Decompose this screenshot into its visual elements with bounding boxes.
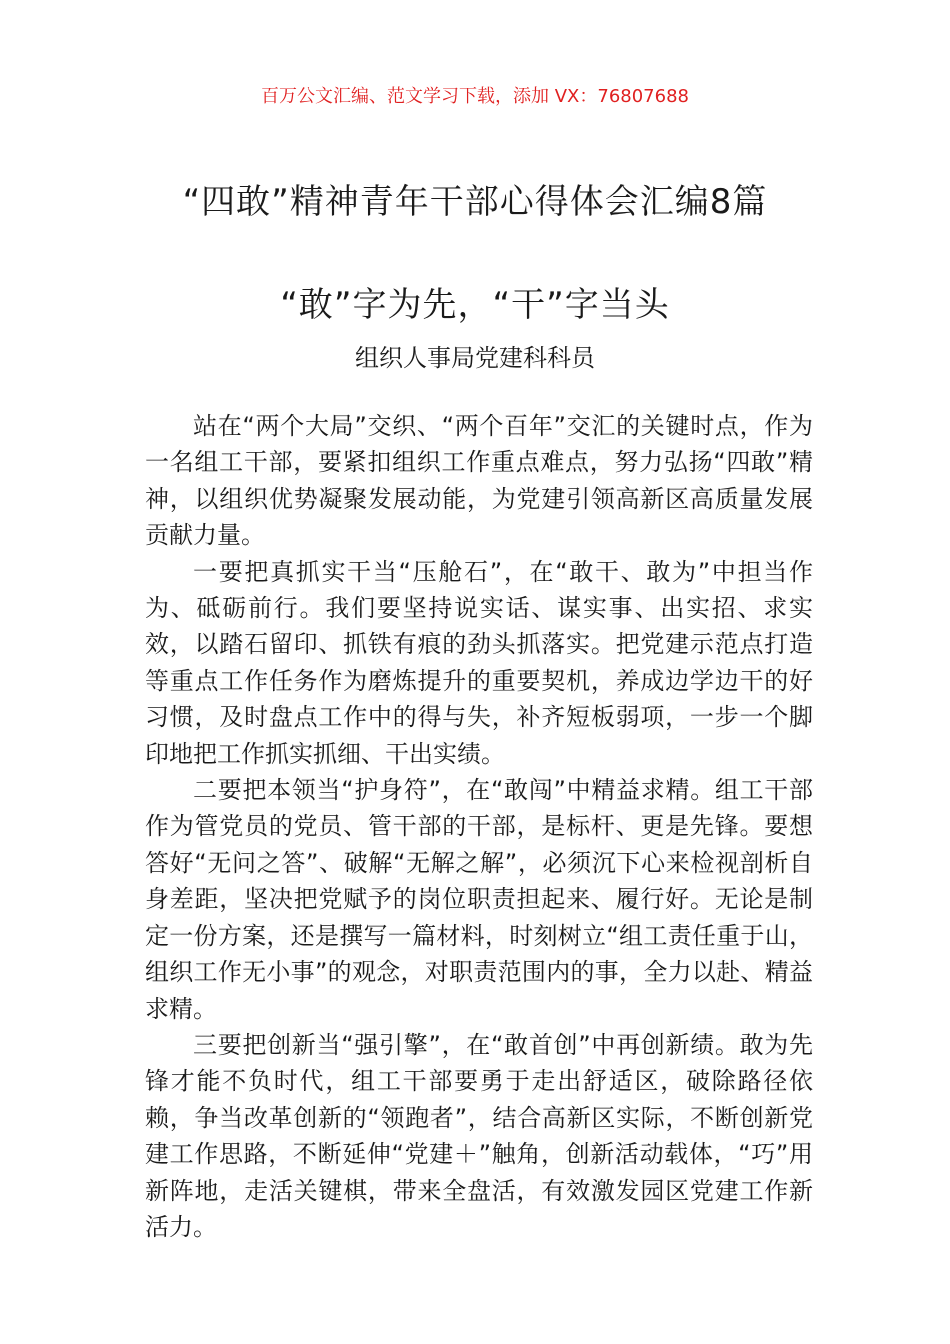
- article-author: 组织人事局党建科科员: [355, 344, 595, 372]
- header-note: 百万公文汇编、范文学习下载，添加 VX：76807688: [261, 86, 689, 107]
- paragraph: 站在“两个大局”交织、“两个百年”交汇的关键时点，作为一名组工干部，要紧扣组织工作重点难点，努力弘扬“四敢”精神，以组织优势凝聚发展动能，为党建引领高新区高质量发展贡献力量。: [145, 412, 813, 550]
- paragraph: 二要把本领当“护身符”，在“敢闯”中精益求精。组工干部作为管党员的党员、管干部的干部，是标杆、更是先锋。要想答好“无问之答”、破解“无解之解”，必须沉下心来检视剖析自身差距，坚决把党赋予的岗位职责担起来、履行好。无论是制定一份方案，还是撰写一篇材料，时刻树立“组工责任重于山，组织工作无小事”的观念，对职责范围内的事，全力以赴、精益求精。: [145, 776, 813, 1023]
- paragraph: 三要把创新当“强引擎”，在“敢首创”中再创新绩。敢为先锋才能不负时代，组工干部要勇于走出舒适区，破除路径依赖，争当改革创新的“领跑者”，结合高新区实际，不断创新党建工作思路，不断延伸“党建＋”触角，创新活动载体，“巧”用新阵地，走活关键棋，带来全盘活，有效激发园区党建工作新活力。: [145, 1030, 813, 1241]
- paragraph: 一要把真抓实干当“压舱石”，在“敢干、敢为”中担当作为、砥砺前行。我们要坚持说实话、谋实事、出实招、求实效，以踏石留印、抓铁有痕的劲头抓落实。把党建示范点打造等重点工作任务作为磨炼提升的重要契机，养成边学边干的好习惯，及时盘点工作中的得与失，补齐短板弱项，一步一个脚印地把工作抓实抓细、干出实绩。: [145, 557, 813, 768]
- article-title: “敢”字为先，“干”字当头: [280, 285, 670, 325]
- article-body: [145, 408, 813, 1245]
- document-title: “四敢”精神青年干部心得体会汇编8篇: [182, 182, 768, 222]
